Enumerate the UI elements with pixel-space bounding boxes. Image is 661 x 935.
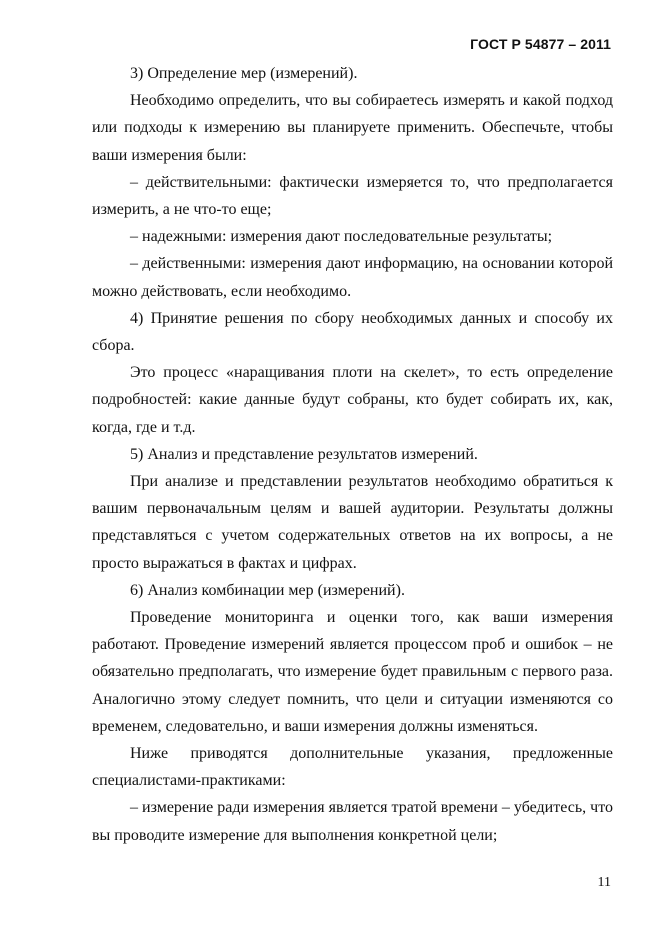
paragraph: Ниже приводятся дополнительные указания, предложенные специалистами-практиками:: [92, 745, 613, 790]
list-item: – измерение ради измерения является тратой времени – убедитесь, что вы проводите измерение для выполнения конкретной цели;: [92, 799, 613, 844]
step-5-heading: 5) Анализ и представление результатов измерений.: [130, 445, 478, 463]
step-6-heading: 6) Анализ комбинации мер (измерений).: [130, 581, 405, 599]
step-4-heading: 4) Принятие решения по сбору необходимых данных и способу их сбора.: [92, 309, 613, 355]
paragraph: Необходимо определить, что вы собираетесь измерять и какой подход или подходы к измерению вы планируете применить. Обеспечьте, чтобы ваши измерения были:: [92, 92, 613, 164]
list-item: – действительными: фактически измеряется то, что предполагается измерить, а не что-то еще;: [92, 173, 613, 219]
document-body: [92, 60, 613, 849]
paragraph: При анализе и представлении результатов необходимо обратиться к вашим первоначальным целям и вашей аудитории. Результаты должны представляться с учетом содержательных ответов на их вопросы, а не просто выражаться в фактах и цифрах.: [92, 473, 613, 572]
list-item: – надежными: измерения дают последовательные результаты;: [130, 228, 553, 246]
paragraph: Это процесс «наращивания плоти на скелет», то есть определение подробностей: какие данные будут собраны, кто будет собирать их, как, когда, где и т.д.: [92, 364, 613, 436]
list-item: – действенными: измерения дают информацию, на основании которой можно действовать, если необходимо.: [92, 255, 613, 300]
paragraph: Проведение мониторинга и оценки того, как ваши измерения работают. Проведение измерений является процессом проб и ошибок – не обязательно предполагать, что измерение будет правильным с первого раза. Аналогично этому следует помнить, что цели и ситуации изменяются со временем, следовательно, и ваши измерения должны изменяться.: [92, 609, 613, 735]
step-3-heading: 3) Определение мер (измерений).: [130, 65, 358, 82]
page-number: 11: [597, 875, 611, 890]
document-code-header: ГОСТ Р 54877 – 2011: [470, 36, 611, 52]
